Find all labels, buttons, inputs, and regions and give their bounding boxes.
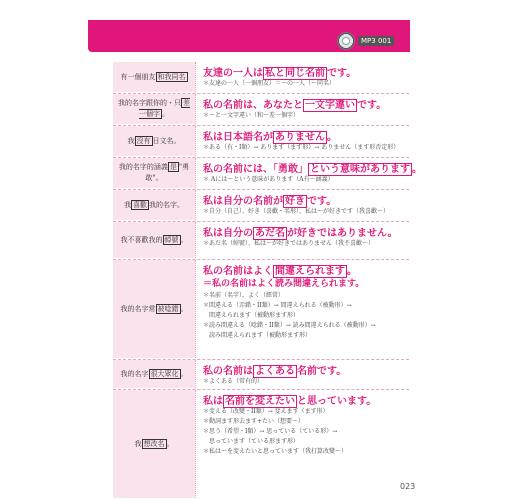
chinese-plain: 有一個朋友 (120, 72, 156, 81)
sentence-part: です。 (357, 100, 387, 111)
chinese-plain: 我的名字 (120, 369, 149, 378)
chinese-phrase (117, 304, 192, 315)
phrase-row (113, 62, 409, 92)
chinese-plain: 我 (124, 200, 131, 209)
chinese-plain: 我 (134, 439, 142, 448)
sentence-part: 私は自分の名前が (203, 196, 283, 207)
chinese-keyword: 和我同名 (157, 72, 186, 81)
sentence-part: は (253, 68, 263, 79)
key-phrase: ありません (275, 132, 325, 143)
key-phrase: 名前を変えたい (225, 396, 295, 407)
chinese-phrase (120, 200, 188, 211)
chinese-keyword: 很大眾化 (150, 369, 179, 378)
chinese-keyword: 喜歡 (133, 200, 147, 209)
chinese-cell (113, 62, 195, 92)
chinese-plain: 我的名字跟你的・只 (118, 99, 181, 107)
chinese-phrase (117, 369, 192, 380)
japanese-cell (199, 260, 409, 358)
key-phrase: あだ名 (255, 228, 285, 239)
grammar-note: ＊よくある（常有的） (203, 378, 264, 385)
chinese-suffix: 。 (180, 369, 188, 378)
grammar-note: ＊～と一文字違い（和～差一個字） (203, 112, 300, 119)
chinese-cell (113, 260, 195, 358)
phrase-row (113, 360, 409, 388)
chinese-keyword: 沒有 (136, 136, 151, 145)
chinese-suffix: 。 (162, 110, 169, 118)
audio-track-label: MP3 001 (358, 36, 394, 46)
key-phrase: という意味があります (310, 164, 410, 175)
japanese-sentence (203, 96, 386, 111)
japanese-sentence (203, 160, 422, 175)
chinese-plain: 我的名字常 (120, 304, 156, 313)
grammar-note: ＊変える（改變・II類）→ 変えます（ます形） (203, 408, 329, 415)
audio-track[interactable] (338, 33, 394, 49)
chinese-suffix: 我的名字。 (149, 200, 184, 209)
chinese-suffix: 日文名。 (152, 136, 181, 145)
phrase-row (113, 158, 422, 188)
phrase-row (113, 190, 409, 220)
sentence-part: 。 (327, 132, 337, 143)
japanese-sentence (203, 262, 357, 277)
chinese-phrase (113, 162, 195, 184)
sentence-part: と思っています。 (297, 396, 377, 407)
chinese-phrase (131, 439, 178, 450)
chinese-phrase (113, 98, 195, 120)
key-phrase: 一文字違い (305, 100, 355, 111)
grammar-note: ＊私は～を変えたいと思っています（我打算改變～） (203, 448, 348, 455)
cd-icon (338, 33, 354, 49)
japanese-cell (199, 158, 422, 188)
sentence-part: 。 (347, 266, 357, 277)
sentence-part: です。 (307, 196, 337, 207)
japanese-sentence (203, 128, 337, 143)
sentence-part: です。 (327, 68, 357, 79)
grammar-note: ＊間違える（弄錯・II類）→ 間違えられる（被動形）→ (203, 302, 352, 309)
phrase-row (113, 222, 409, 258)
phrase-row (113, 126, 409, 156)
sentence-part: 名前です。 (297, 366, 347, 377)
chinese-suffix: 。 (180, 304, 188, 313)
japanese-cell (199, 222, 409, 258)
japanese-cell (199, 126, 409, 156)
sentence-part: 私は (203, 396, 223, 407)
sentence-part: 私の名前はよく (203, 266, 273, 277)
japanese-cell (199, 94, 409, 124)
chinese-keyword: 綽號 (164, 235, 179, 244)
chinese-cell (113, 222, 195, 258)
key-phrase: 私と同じ名前 (265, 68, 325, 79)
chinese-keyword: 差一個字 (139, 99, 190, 118)
phrase-row (113, 94, 409, 124)
page-number: 023 (400, 482, 416, 491)
sentence-part: 私は自分の (203, 228, 253, 239)
key-phrase: よくある (255, 366, 295, 377)
grammar-note: ＊名前（名字）、よく（經常） (203, 292, 285, 299)
japanese-sentence (203, 64, 356, 79)
chinese-cell (113, 360, 195, 388)
sentence-part: 私の名前は、あなたと (203, 100, 303, 111)
chinese-cell (113, 390, 195, 498)
phrase-row (113, 390, 409, 498)
chinese-plain: 我的名字的涵義 (118, 163, 168, 171)
sentence-part: 「勇敢」 (273, 164, 308, 175)
sentence-part: が好きではありません。 (287, 228, 398, 239)
sentence-part: 私は日本語名が (203, 132, 273, 143)
chinese-plain: 我不喜歡我的 (120, 235, 163, 244)
sentence-part: 友達の一人 (203, 68, 253, 79)
grammar-note: ＊ある（有・I類）→ あります（ます形）→ ありません（ます形否定形） (203, 144, 400, 151)
grammar-note: ＊読み間違える（唸錯・II類）→ 読み間違えられる（被動形）→ (203, 322, 376, 329)
grammar-note: ＊ Aには～という意味があります（A有～涵義） (203, 176, 334, 183)
japanese-cell (199, 360, 409, 388)
grammar-note: 読み間違えられます（被動形ます形） (203, 332, 312, 339)
chinese-cell (113, 190, 195, 220)
chinese-suffix: 。 (180, 235, 188, 244)
chinese-cell (113, 158, 195, 188)
chinese-cell (113, 94, 195, 124)
grammar-note: ＊あだ名（綽號）、私は～が好きではありません（我不喜歡～） (203, 240, 375, 247)
grammar-note: 間違えられます（被動形ます形） (203, 312, 300, 319)
japanese-sentence (203, 362, 346, 377)
key-phrase: 間違えられます (275, 266, 345, 277)
chinese-phrase (117, 72, 192, 83)
chinese-keyword: 是 (169, 163, 177, 171)
japanese-cell (199, 390, 409, 498)
key-phrase: 好き (285, 196, 305, 207)
chinese-suffix: 。 (166, 439, 174, 448)
japanese-cell (199, 62, 409, 92)
sentence-part: 。 (412, 164, 422, 175)
grammar-note: ＊動詞ます形去ます+たい（想要～） (203, 418, 305, 425)
chinese-suffix: "勇敢"。 (145, 163, 190, 182)
sentence-part: 私の名前には、 (203, 164, 273, 175)
grammar-note: ＊友達の一人（一個朋友）＝～の一人（～同名） (203, 80, 336, 87)
chinese-keyword: 被唸錯 (157, 304, 179, 313)
japanese-cell (199, 190, 409, 220)
chinese-cell (113, 126, 195, 156)
japanese-sentence (203, 224, 398, 239)
japanese-sentence (203, 392, 376, 407)
chinese-keyword: 想改名 (143, 439, 165, 448)
japanese-sentence (203, 192, 336, 207)
grammar-note: 思っています（ている形ます形） (203, 438, 300, 445)
sentence-part: 私の名前は (203, 366, 253, 377)
chinese-phrase (124, 136, 185, 147)
grammar-note: ＊自分（自己）、好き（喜歡・名形）、私は～が好きです（我喜歡～） (203, 208, 390, 215)
chinese-phrase (117, 235, 192, 246)
chinese-plain: 我 (127, 136, 135, 145)
phrase-row (113, 260, 409, 358)
grammar-note: ＊思う（希望・I類）→ 思っている（ている形）→ (203, 428, 338, 435)
alt-sentence: ＝私の名前はよく読み間違えられます。 (203, 279, 365, 289)
